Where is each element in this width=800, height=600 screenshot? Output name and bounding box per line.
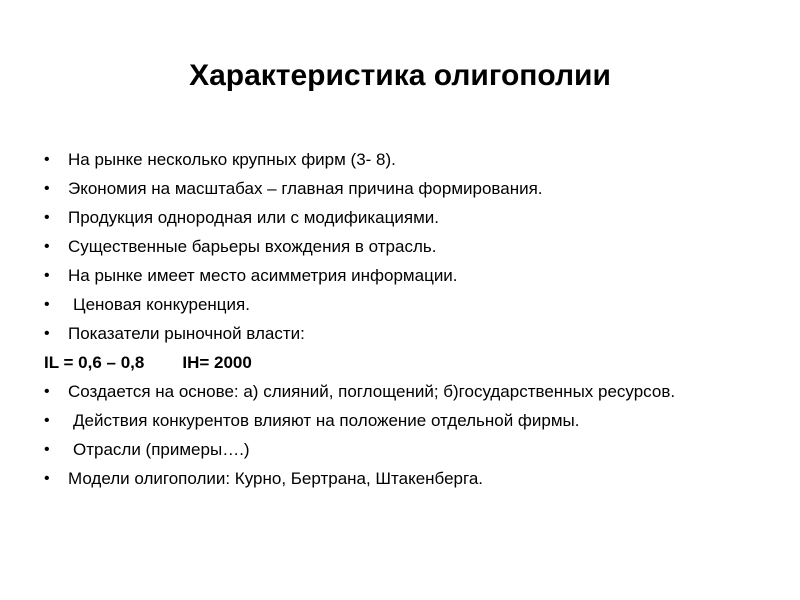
bullet-icon: •	[44, 470, 50, 487]
list-item-text: Модели олигополии: Курно, Бертрана, Штакенберга.	[68, 469, 483, 488]
bullet-icon: •	[44, 296, 50, 313]
list-item-text: Продукция однородная или с модификациями.	[68, 208, 439, 227]
list-item-text: На рынке имеет место асимметрия информации.	[68, 266, 458, 285]
list-item	[44, 261, 784, 290]
list-item	[44, 464, 784, 493]
list-item	[44, 377, 784, 406]
bullet-icon: •	[44, 238, 50, 255]
bullet-icon: •	[44, 383, 50, 400]
list-item-text: Создается на основе: а) слияний, поглощений; б)государственных ресурсов.	[68, 382, 676, 401]
list-item-text: Существенные барьеры вхождения в отрасль.	[68, 237, 437, 256]
list-item	[44, 290, 784, 319]
bullet-icon: •	[44, 151, 50, 168]
bullet-list	[44, 145, 784, 493]
bullet-icon: •	[44, 412, 50, 429]
list-item	[44, 145, 784, 174]
bullet-icon: •	[44, 209, 50, 226]
list-item	[44, 203, 784, 232]
slide-title: Характеристика олигополии	[189, 59, 611, 92]
list-item	[44, 319, 784, 348]
market-power-indices	[44, 348, 784, 377]
list-item	[44, 174, 784, 203]
list-item	[44, 406, 784, 435]
list-item-text: На рынке несколько крупных фирм (3- 8).	[68, 150, 396, 169]
list-item	[44, 435, 784, 464]
list-item-text: Показатели рыночной власти:	[68, 324, 305, 343]
list-item-text: Действия конкурентов влияют на положение отдельной фирмы.	[73, 411, 580, 430]
list-item-text: Ценовая конкуренция.	[73, 295, 250, 314]
list-item-text: Экономия на масштабах – главная причина формирования.	[68, 179, 543, 198]
list-item	[44, 232, 784, 261]
herfindahl-index: IH= 2000	[182, 353, 252, 372]
bullet-icon: •	[44, 325, 50, 342]
bullet-icon: •	[44, 441, 50, 458]
indices-text	[44, 348, 252, 377]
list-item-text: Отрасли (примеры….)	[73, 440, 250, 459]
bullet-icon: •	[44, 180, 50, 197]
bullet-icon: •	[44, 267, 50, 284]
lerner-index: IL = 0,6 – 0,8	[44, 353, 145, 372]
